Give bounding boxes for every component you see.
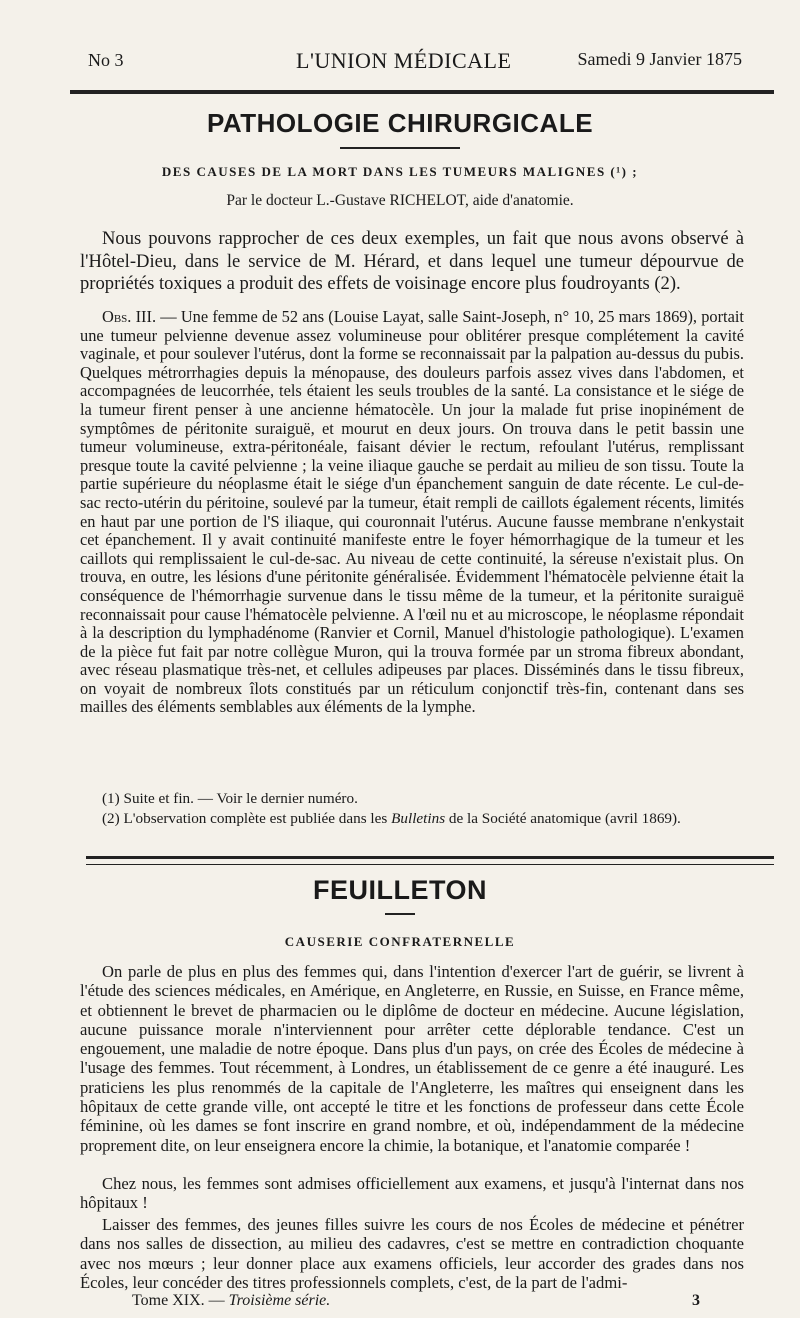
footnote-1: (1) Suite et fin. — Voir le dernier numéro. [102, 790, 358, 807]
page-number: 3 [692, 1292, 700, 1309]
heading-underline [340, 147, 460, 149]
section-heading-feuilleton: FEUILLETON [312, 875, 487, 905]
footnote-2-italic: Bulletins [391, 810, 446, 827]
article-byline: Par le docteur L.-Gustave RICHELOT, aide d'anatomie. [226, 192, 574, 209]
volume-info [132, 1292, 330, 1310]
volume-label: Tome XIX. — [132, 1292, 229, 1309]
footnote-2-text: (2) L'observation complète est publiée dans les [102, 810, 392, 827]
section-divider [86, 856, 774, 865]
series-label: Troisième série. [228, 1292, 331, 1309]
journal-title: L'UNION MÉDICALE [296, 48, 512, 73]
article-title: DES CAUSES DE LA MORT DANS LES TUMEURS MALIGNES (¹) ; [161, 164, 639, 179]
issue-number: No 3 [88, 50, 124, 70]
footnote-2 [80, 810, 744, 827]
observation-text: — Une femme de 52 ans (Louise Layat, salle Saint-Joseph, n° 10, 25 mars 1869), portait une tumeur pelvienne devenue assez volumineuse pour oblitérer presque complétement la cavité vaginale, et pour soulever l'utérus, dont la forme se reconnaissait par la palpation au-dessus du pubis. Quelques métrorrhagies depuis la ménopause, des douleurs parfois assez vives dans l'abdomen, et accompagnées de leucorrhée, tels étaient les seuls troubles de la santé. La consistance et le siége de la tumeur firent penser à une ancienne hématocèle. Un jour la malade fut prise inopinément de symptômes de péritonite suraiguë, et mourut en deux jours. On trouva dans le petit bassin une tumeur volumineuse, extra-péritonéale, faisant dévier le rectum, refoulant l'utérus, remplissant presque toute la cavité pelvienne ; la veine iliaque gauche se perdait au milieu de son tissu. Toute la partie supérieure du néoplasme était le siége d'un épanchement sanguin de date récente. Le cul-de-sac recto-utérin du péritoine, soulevé par la tumeur, était rempli de caillots également récents, limités en haut par une portion de l'S iliaque, qui couronnait l'utérus. Aucune fausse membrane n'enkystait cet épanchement. Il y avait continuité manifeste entre le foyer hémorrhagique de la tumeur et les caillots qui remplissaient le cul-de-sac. Au niveau de cette continuité, la séreuse n'existait plus. On trouva, en outre, les lésions d'une péritonite généralisée. Évidemment l'hématocèle pelvienne était la conséquence de l'hémorrhagie survenue dans le tissu même de la tumeur, et la péritonite suraiguë reconnaissait pour cause l'hématocèle pelvienne. A l'œil nu et au microscope, le néoplasme répondait à la description du lymphadénome (Ranvier et Cornil, Manuel d'histologie pathologique). L'examen de la pièce fut fait par notre collègue Muron, qui la trouva formée par un stroma fibreux abondant, avec réseau plasmatique très-net, et cellules adipeuses par places. Disséminés dans le tissu fibreux, on voyait de nombreux îlots constitués par un réticulum conjonctif très-fin, contenant dans ses mailles des éléments semblables aux éléments de la lymphe. [80, 307, 744, 717]
observation-label: Obs. III. [102, 307, 157, 326]
feuilleton-paragraph-3: Laisser des femmes, des jeunes filles suivre les cours de nos Écoles de médecine et pénétrer dans nos salles de dissection, au milieu des cadavres, c'est se mettre en contradiction choquante avec nos mœurs ; leur donner place aux examens officiels, leur accorder des grades dans nos Écoles, leur concéder des titres professionnels complets, c'est, de la part de l'admi- [80, 1215, 744, 1292]
observation-paragraph [80, 308, 744, 717]
feuilleton-paragraph-1: On parle de plus en plus des femmes qui, dans l'intention d'exercer l'art de guérir, se livrent à l'étude des sciences médicales, en Amérique, en Angleterre, en Russie, en Suisse, en France même, et obtiennent le brevet de pharmacien ou le diplôme de docteur en médecine. Aucune législation, aucune puissance morale n'interviennent pour arrêter cette déplorable tendance. C'est un engouement, une maladie de notre époque. Dans plus d'un pays, on crée des Écoles de médecine à l'usage des femmes. Tout récemment, à Londres, un établissement de ce genre a été inauguré. Les praticiens les plus renommés de la capitale de l'Angleterre, les maîtres qui enseignent dans les hôpitaux de cette grande ville, ont accepté le titre et les fonctions de professeur dans cette École féminine, où les dames se font inscrire en grand nombre, et où, indépendamment de la médecine proprement dite, on leur enseignera encore la chimie, la botanique, et l'anatomie comparée ! [80, 962, 744, 1155]
footnote-2-tail: de la Société anatomique (avril 1869). [445, 810, 681, 827]
feuilleton-underline [385, 913, 415, 915]
feuilleton-title: CAUSERIE CONFRATERNELLE [284, 934, 516, 949]
section-heading-pathologie: PATHOLOGIE CHIRURGICALE [206, 108, 594, 138]
masthead [88, 46, 742, 76]
article-lead-paragraph: Nous pouvons rapprocher de ces deux exemples, un fait que nous avons observé à l'Hôtel-Dieu, dans le service de M. Hérard, et dans lequel une tumeur dépourvue de propriétés toxiques a produit des effets de voisinage encore plus foudroyants (2). [80, 228, 744, 294]
feuilleton-paragraph-2: Chez nous, les femmes sont admises officiellement aux examens, et jusqu'à l'internat dans nos hôpitaux ! [80, 1174, 744, 1213]
issue-date: Samedi 9 Janvier 1875 [577, 49, 742, 69]
masthead-rule [70, 90, 774, 94]
page-footer [132, 1292, 700, 1312]
